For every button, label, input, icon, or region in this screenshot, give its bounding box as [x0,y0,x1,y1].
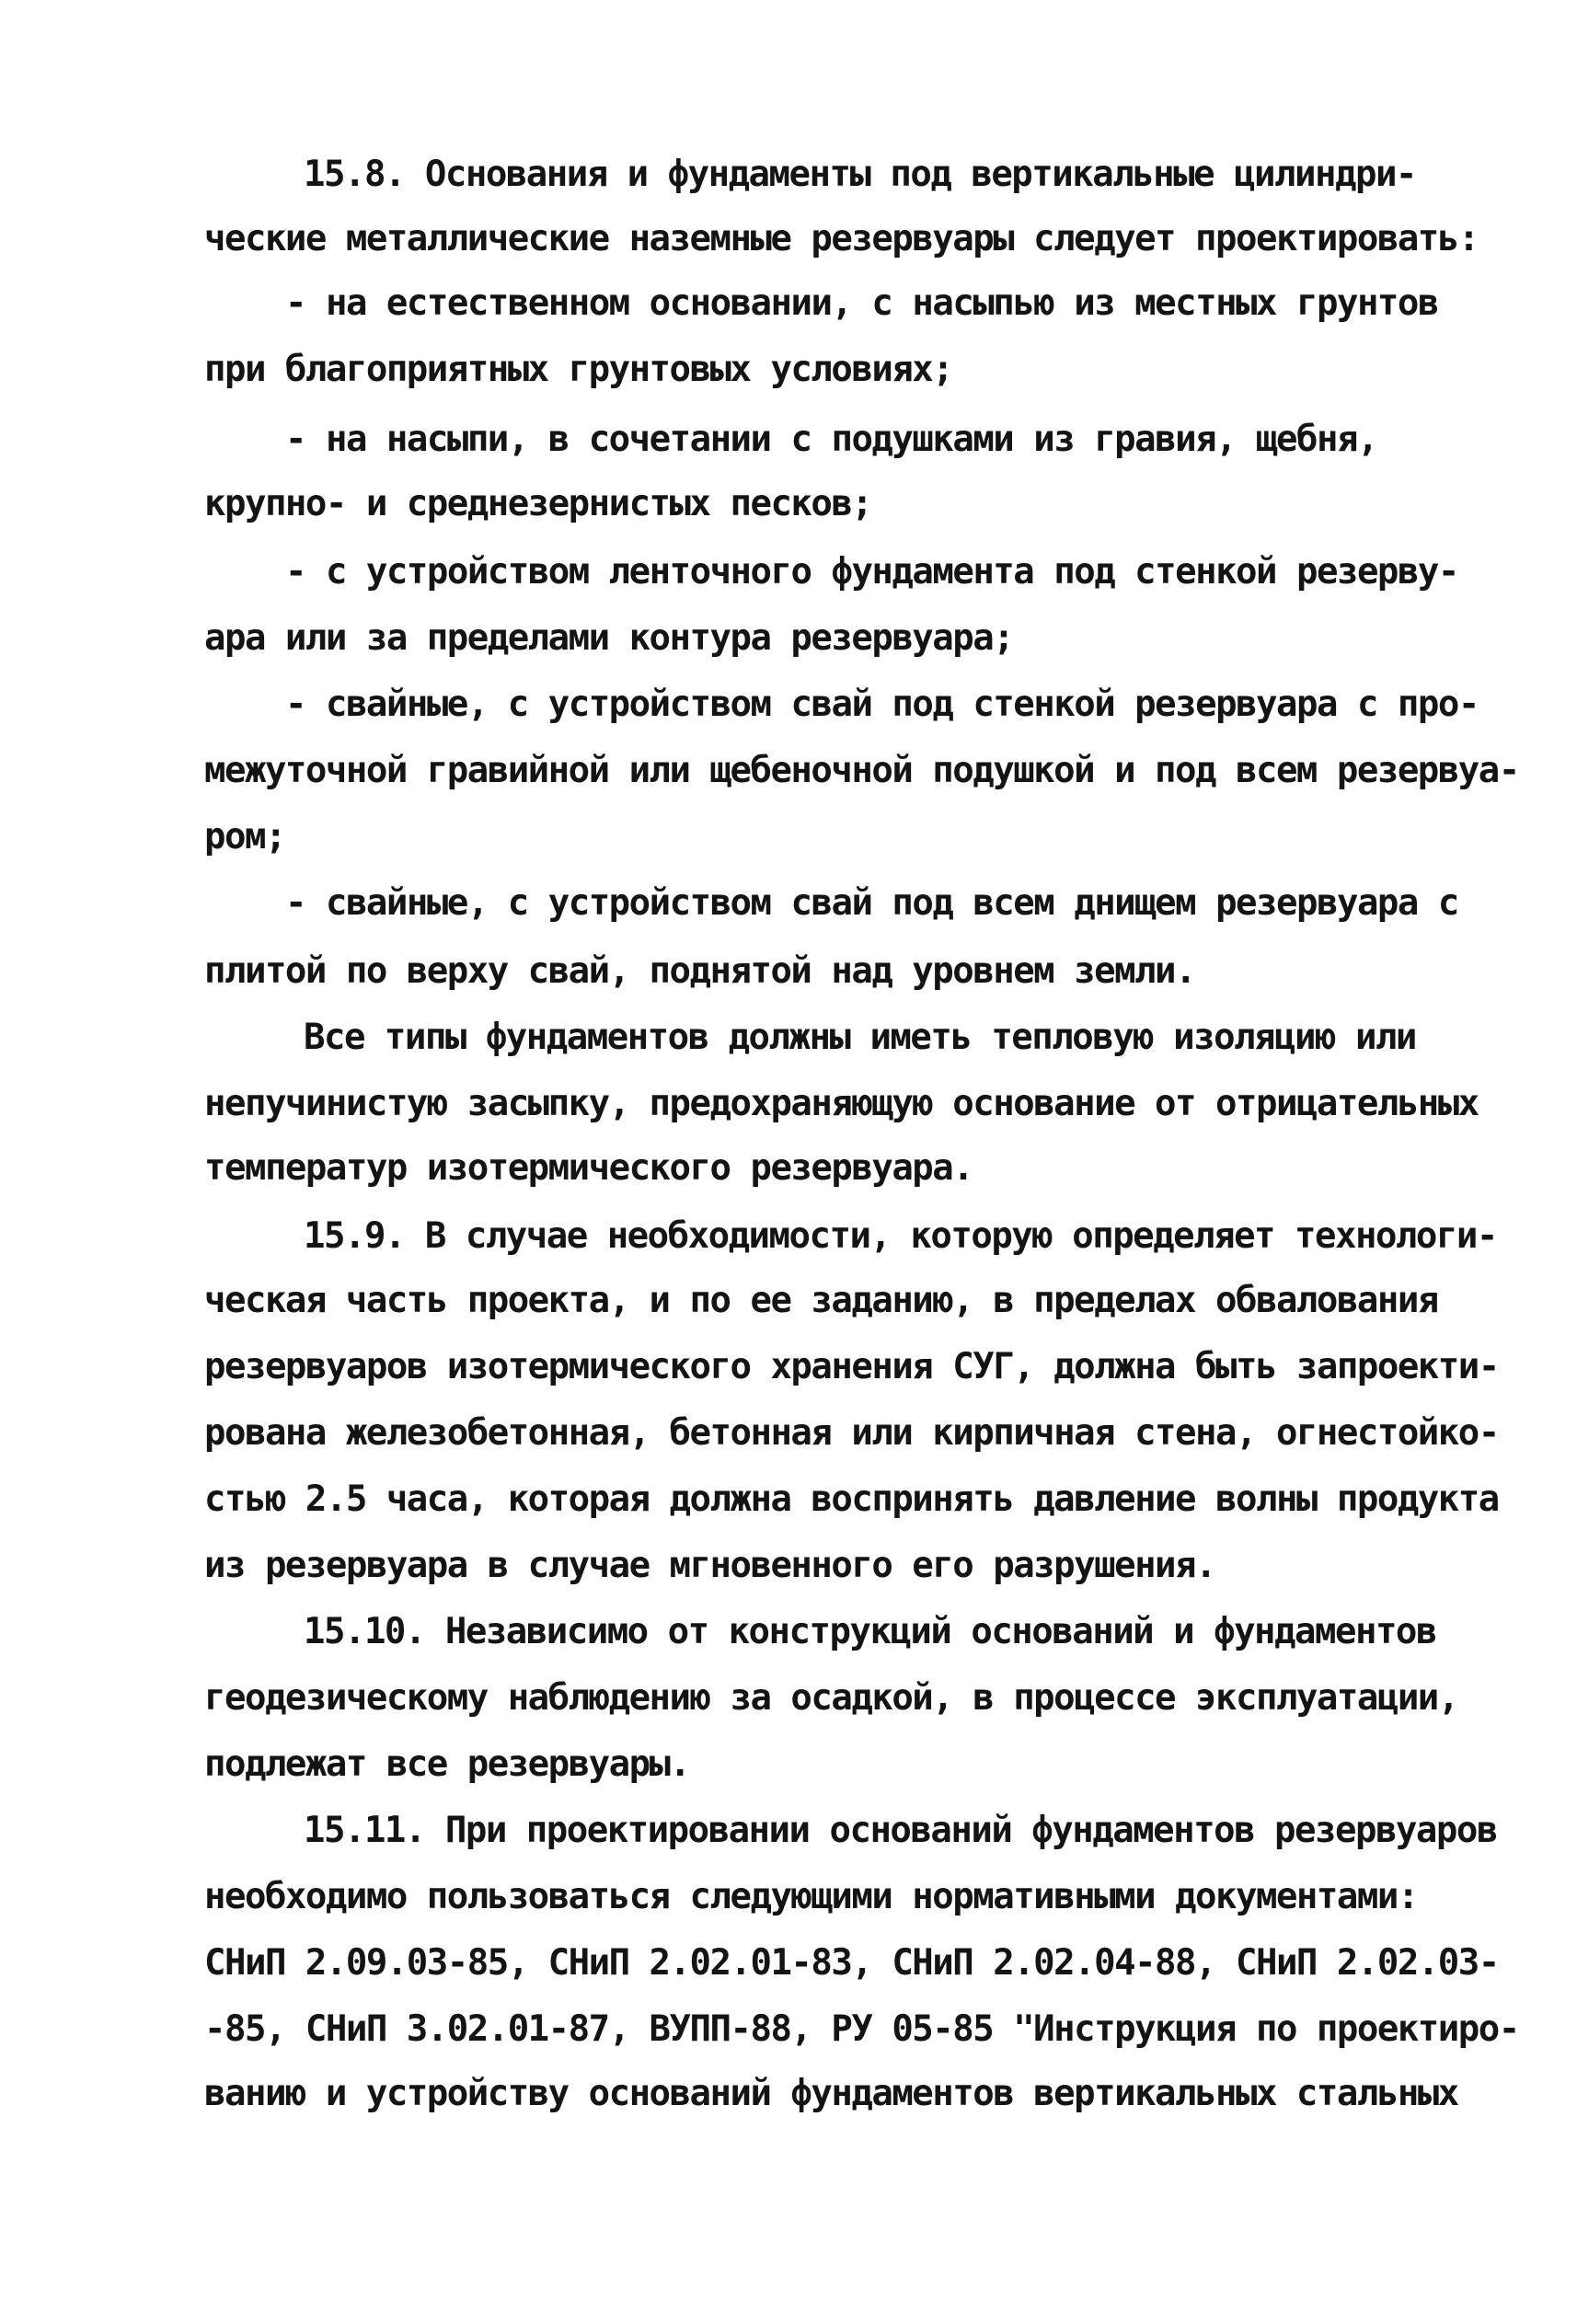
text-line: ческая часть проекта, и по ее заданию, в пределах обвалования [204,1280,1438,1321]
text-line: подлежат все резервуары. [204,1743,690,1785]
text-line: ром; [204,816,285,857]
text-line: - с устройством ленточного фундамента под стенкой резерву- [285,551,1458,593]
text-line: резервуаров изотермического хранения СУГ, должна быть запроекти- [204,1346,1499,1387]
text-line: - свайные, с устройством свай под стенкой резервуара с про- [285,684,1479,725]
text-line: - на естественном основании, с насыпью из местных грунтов [285,282,1438,324]
text-line: СНиП 2.09.03-85, СНиП 2.02.01-83, СНиП 2.02.04-88, СНиП 2.02.03- [204,1942,1499,1984]
text-line: рована железобетонная, бетонная или кирпичная стена, огнестойко- [204,1412,1499,1454]
text-line: ванию и устройству оснований фундаментов вертикальных стальных [204,2073,1458,2114]
text-line: из резервуара в случае мгновенного его разрушения. [204,1545,1215,1586]
text-line: Все типы фундаментов должны иметь тепловую изоляцию или [304,1017,1416,1058]
text-line: при благоприятных грунтовых условиях; [204,349,953,390]
text-line: 15.8. Основания и фундаменты под вертикальные цилиндри- [304,154,1416,195]
text-line: - на насыпи, в сочетании с подушками из гравия, щебня, [285,419,1377,460]
text-line: -85, СНиП 3.02.01-87, ВУПП-88, РУ 05-85 "Инструкция по проектиро- [204,2008,1519,2050]
text-line: 15.10. Независимо от конструкций оснований и фундаментов [304,1611,1436,1652]
text-line: межуточной гравийной или щебеночной подушкой и под всем резервуа- [204,750,1519,791]
text-line: температур изотермического резервуара. [204,1147,973,1189]
text-line: ческие металлические наземные резервуары следует проектировать: [204,218,1479,259]
text-line: геодезическому наблюдению за осадкой, в процессе эксплуатации, [204,1677,1458,1719]
text-line: крупно- и среднезернистых песков; [204,483,872,524]
text-line: плитой по верху свай, поднятой над уровнем земли. [204,950,1196,992]
text-line: стью 2.5 часа, которая должна воспринять давление волны продукта [204,1478,1499,1520]
text-line: непучинистую засыпку, предохраняющую основание от отрицательных [204,1083,1479,1124]
text-line: 15.11. При проектировании оснований фундаментов резервуаров [304,1810,1497,1851]
text-line: необходимо пользоваться следующими нормативными документами: [204,1876,1418,1917]
text-line: 15.9. В случае необходимости, которую определяет технологи- [304,1215,1497,1257]
text-line: ара или за пределами контура резервуара; [204,617,1014,659]
text-line: - свайные, с устройством свай под всем днищем резервуара с [285,882,1458,924]
